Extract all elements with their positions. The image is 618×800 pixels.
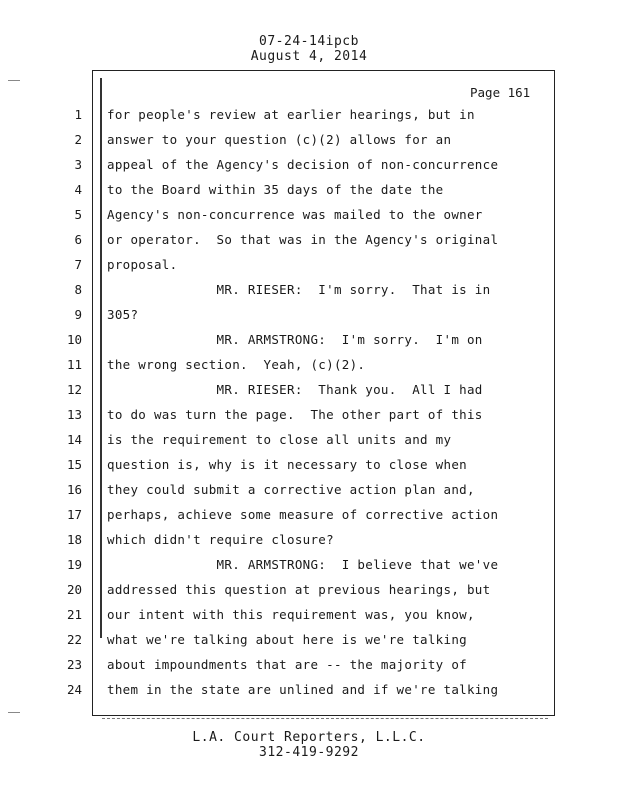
line-text: our intent with this requirement was, you know, <box>107 607 475 622</box>
transcript-line <box>0 432 618 457</box>
transcript-line <box>0 207 618 232</box>
line-number: 10 <box>66 332 82 347</box>
line-number: 15 <box>66 457 82 472</box>
line-text: the wrong section. Yeah, (c)(2). <box>107 357 366 372</box>
line-number: 19 <box>66 557 82 572</box>
line-text: Agency's non-concurrence was mailed to the owner <box>107 207 483 222</box>
transcript-line <box>0 507 618 532</box>
line-text: answer to your question (c)(2) allows for an <box>107 132 452 147</box>
transcript-line <box>0 457 618 482</box>
transcript-line <box>0 357 618 382</box>
line-text: them in the state are unlined and if we're talking <box>107 682 499 697</box>
transcript-line <box>0 557 618 582</box>
transcript-line <box>0 257 618 282</box>
line-number: 22 <box>66 632 82 647</box>
line-text: is the requirement to close all units and my <box>107 432 452 447</box>
line-text: which didn't require closure? <box>107 532 334 547</box>
line-number: 16 <box>66 482 82 497</box>
line-text: MR. ARMSTRONG: I'm sorry. I'm on <box>107 332 483 347</box>
line-number: 3 <box>74 157 82 172</box>
line-text: to do was turn the page. The other part of this <box>107 407 483 422</box>
line-text: what we're talking about here is we're talking <box>107 632 467 647</box>
line-number: 13 <box>66 407 82 422</box>
line-text: perhaps, achieve some measure of corrective action <box>107 507 499 522</box>
transcript-line <box>0 382 618 407</box>
transcript-line <box>0 482 618 507</box>
line-number: 17 <box>66 507 82 522</box>
line-number: 5 <box>74 207 82 222</box>
line-number: 14 <box>66 432 82 447</box>
line-number: 18 <box>66 532 82 547</box>
scan-artifact <box>8 712 20 713</box>
transcript-line <box>0 332 618 357</box>
line-number: 8 <box>74 282 82 297</box>
transcript-line <box>0 582 618 607</box>
line-text: or operator. So that was in the Agency's original <box>107 232 499 247</box>
transcript-line <box>0 132 618 157</box>
transcript-line <box>0 182 618 207</box>
transcript-line <box>0 307 618 332</box>
transcript-line <box>0 107 618 132</box>
line-text: for people's review at earlier hearings, but in <box>107 107 475 122</box>
transcript-line <box>0 632 618 657</box>
line-number: 4 <box>74 182 82 197</box>
transcript-line <box>0 607 618 632</box>
document-id-header: 07-24-14ipcb <box>259 34 359 49</box>
transcript-line <box>0 532 618 557</box>
transcript-line <box>0 157 618 182</box>
transcript-line <box>0 407 618 432</box>
scan-artifact <box>8 80 20 81</box>
line-text: about impoundments that are -- the majority of <box>107 657 467 672</box>
court-reporter-name: L.A. Court Reporters, L.L.C. <box>192 730 426 745</box>
footer-rule <box>102 718 548 720</box>
line-number: 7 <box>74 257 82 272</box>
court-reporter-phone: 312-419-9292 <box>259 745 359 760</box>
line-number: 6 <box>74 232 82 247</box>
transcript-line <box>0 282 618 307</box>
line-number: 11 <box>66 357 82 372</box>
line-number: 1 <box>74 107 82 122</box>
line-text: MR. RIESER: I'm sorry. That is in <box>107 282 491 297</box>
page-number: Page 161 <box>470 85 531 100</box>
line-number: 9 <box>74 307 82 322</box>
line-number: 23 <box>66 657 82 672</box>
line-text: they could submit a corrective action plan and, <box>107 482 475 497</box>
line-number: 2 <box>74 132 82 147</box>
line-text: question is, why is it necessary to close when <box>107 457 467 472</box>
transcript-line <box>0 657 618 682</box>
line-number: 24 <box>66 682 82 697</box>
line-text: addressed this question at previous hearings, but <box>107 582 491 597</box>
transcript-line <box>0 682 618 707</box>
line-text: MR. RIESER: Thank you. All I had <box>107 382 483 397</box>
line-number: 12 <box>66 382 82 397</box>
line-text: to the Board within 35 days of the date the <box>107 182 444 197</box>
line-text: proposal. <box>107 257 178 272</box>
line-text: appeal of the Agency's decision of non-concurrence <box>107 157 499 172</box>
line-number: 21 <box>66 607 82 622</box>
transcript-line <box>0 232 618 257</box>
line-text: MR. ARMSTRONG: I believe that we've <box>107 557 499 572</box>
line-text: 305? <box>107 307 139 322</box>
date-header: August 4, 2014 <box>250 49 368 64</box>
line-number: 20 <box>66 582 82 597</box>
